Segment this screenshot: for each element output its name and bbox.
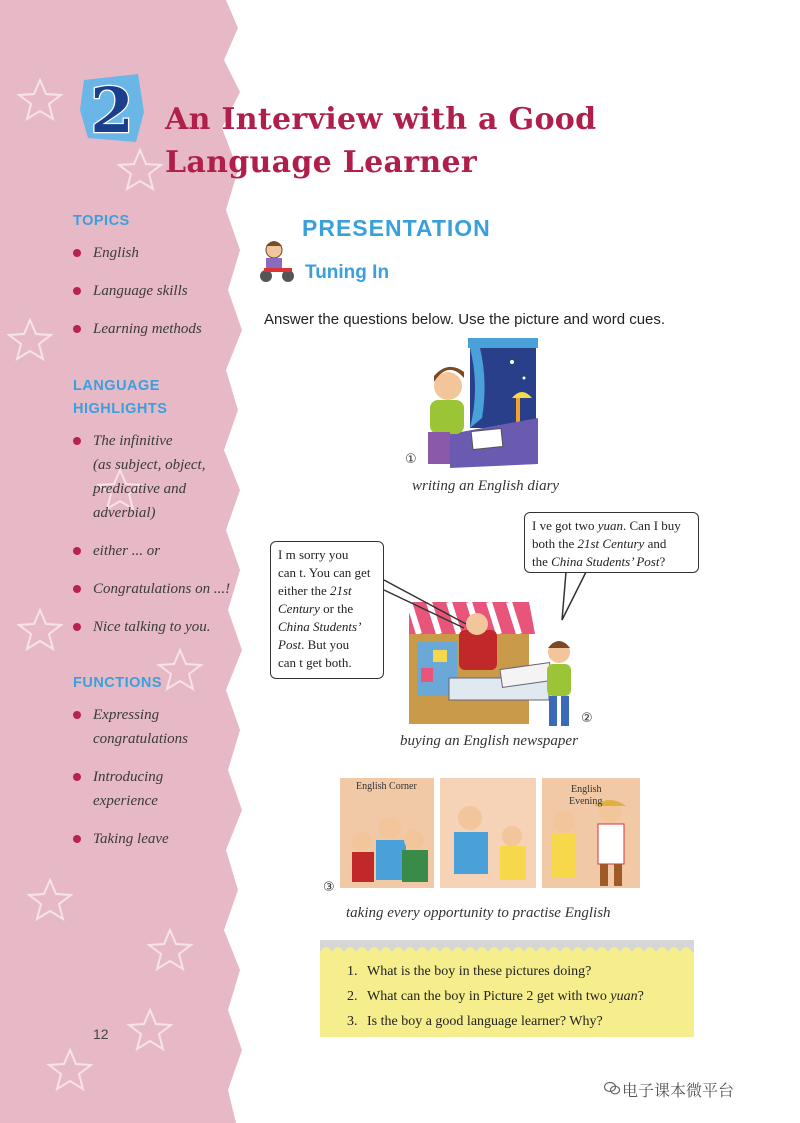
watermark: 电子课本微平台	[622, 1081, 735, 1100]
bullet-dot	[73, 287, 81, 295]
bullet-dot	[73, 547, 81, 555]
questions-box	[320, 940, 694, 1037]
unit-title: An Interview with a Good Language Learner	[165, 102, 597, 180]
bullet-dot	[73, 773, 81, 781]
cartoon-boy-icon	[254, 238, 302, 284]
unit-number: 2	[90, 74, 134, 144]
functions-list	[73, 703, 188, 851]
bullet-dot	[73, 711, 81, 719]
list-item: Introducing experience	[73, 765, 188, 813]
panel-label-english-corner: English Corner	[356, 781, 417, 792]
picture-number: ②	[581, 711, 593, 726]
list-item: The infinitive (as subject, object, predicative and adverbial)	[73, 429, 230, 525]
list-item: Expressing congratulations	[73, 703, 188, 751]
vendor-speech-bubble: I m sorry you can t. You can get either the 21st Century or the China Students’ Post. But you can t get both.	[270, 541, 384, 679]
tuning-in-heading: Tuning In	[305, 262, 390, 283]
highlights-list	[73, 429, 230, 639]
picture-number: ③	[323, 880, 335, 895]
questions-list	[347, 959, 644, 1034]
functions-heading: FUNCTIONS	[73, 675, 163, 691]
question-item: 2. What can the boy in Picture 2 get with two yuan?	[347, 989, 644, 1004]
bullet-dot	[73, 623, 81, 631]
highlights-heading: LANGUAGE HIGHLIGHTS	[73, 378, 168, 417]
picture-number: ①	[405, 452, 417, 467]
list-item: Taking leave	[73, 827, 188, 851]
boy-speech-bubble: I ve got two yuan. Can I buy both the 21st Century and the China Students’ Post?	[524, 512, 699, 573]
bullet-dot	[73, 585, 81, 593]
unit-badge-graphic	[78, 72, 146, 144]
question-item: 1. What is the boy in these pictures doing?	[347, 964, 592, 979]
bullet-dot	[73, 325, 81, 333]
instruction-text: Answer the questions below. Use the picture and word cues.	[264, 311, 666, 328]
list-item: English	[73, 241, 202, 265]
question-item: 3. Is the boy a good language learner? Why?	[347, 1014, 603, 1029]
list-item: Nice talking to you.	[73, 615, 230, 639]
bullet-dot	[73, 249, 81, 257]
bullet-dot	[73, 437, 81, 445]
list-item: Congratulations on ...!	[73, 577, 230, 601]
bullet-dot	[73, 835, 81, 843]
unit-number-badge	[78, 72, 146, 144]
picture-writing-diary	[420, 338, 540, 473]
topics-list	[73, 241, 202, 341]
panel-label-english: English	[571, 784, 602, 795]
page-number: 12	[93, 1026, 109, 1042]
wechat-icon	[604, 1080, 620, 1096]
list-item: Language skills	[73, 279, 202, 303]
list-item: either ... or	[73, 539, 230, 563]
presentation-heading: PRESENTATION	[302, 215, 491, 241]
panel-label-evening: Evening	[569, 796, 603, 807]
picture-caption: writing an English diary	[412, 478, 560, 494]
topics-heading: TOPICS	[73, 213, 130, 229]
list-item: Learning methods	[73, 317, 202, 341]
picture-caption: taking every opportunity to practise English	[346, 905, 611, 921]
lace-border	[320, 940, 694, 952]
picture-caption: buying an English newspaper	[400, 733, 578, 749]
